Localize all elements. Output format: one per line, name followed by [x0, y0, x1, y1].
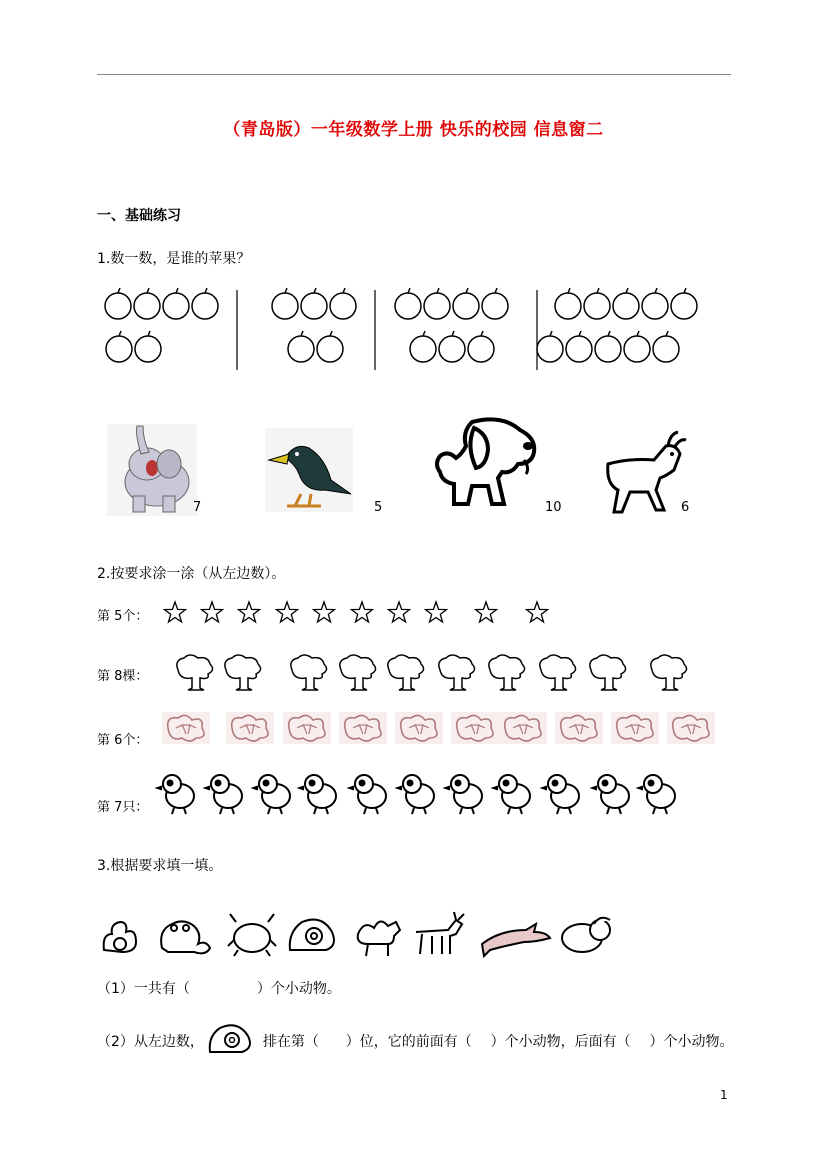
- flower-icon: [555, 712, 603, 744]
- apple-icon: [482, 288, 508, 319]
- apple-icon: [317, 331, 343, 362]
- q3-sub2-middle2: ）位，它的前面有（: [345, 1034, 472, 1050]
- q3-sub1-suffix: ）个小动物。: [256, 981, 341, 997]
- tree-icon: [439, 655, 475, 690]
- chick-icon: [298, 775, 336, 814]
- tree-icon: [291, 655, 327, 690]
- apple-icon: [395, 288, 421, 319]
- apple-icon: [566, 331, 592, 362]
- row-star-label: 第 5个：: [97, 609, 149, 624]
- sheep-icon: [562, 918, 610, 952]
- star-row: [0, 595, 827, 631]
- apple-icon: [135, 331, 161, 362]
- apple-icon: [671, 288, 697, 319]
- star-icon: [239, 602, 260, 622]
- q3-sub2-prefix: （2）从左边数，: [97, 1034, 204, 1050]
- camel-icon: [358, 921, 400, 956]
- apple-icon: [288, 331, 314, 362]
- q3-sub2-middle1: 排在第（: [262, 1034, 319, 1050]
- apple-icon: [106, 331, 132, 362]
- star-icon: [426, 602, 447, 622]
- dog-number: 10: [545, 500, 562, 515]
- chick-icon: [156, 775, 194, 814]
- apple-icon: [624, 331, 650, 362]
- chick-icon: [204, 775, 242, 814]
- apple-icon: [642, 288, 668, 319]
- flower-icon: [611, 712, 659, 744]
- tree-icon: [651, 655, 687, 690]
- apple-groups: [0, 0, 827, 400]
- chick-icon: [348, 775, 386, 814]
- apple-icon: [424, 288, 450, 319]
- elephant-number: 7: [193, 500, 202, 515]
- section-heading: 一、基础练习: [97, 208, 181, 224]
- q3-animal-row: [100, 910, 640, 958]
- chick-icon: [492, 775, 530, 814]
- star-icon: [352, 602, 373, 622]
- snail-icon: [208, 1018, 258, 1058]
- bird-icon: [265, 428, 353, 512]
- flower-icon: [451, 712, 499, 744]
- apple-icon: [105, 288, 131, 319]
- apple-icon: [468, 331, 494, 362]
- question-1-prompt: 1.数一数，是谁的苹果？: [97, 251, 251, 267]
- q3-sub2: [97, 1022, 734, 1062]
- dolphin-icon: [482, 924, 550, 956]
- apple-icon: [453, 288, 479, 319]
- chick-icon: [252, 775, 290, 814]
- bird-number: 5: [374, 500, 383, 515]
- tree-icon: [388, 655, 424, 690]
- chick-icon: [444, 775, 482, 814]
- apple-icon: [134, 288, 160, 319]
- tree-row: [0, 650, 827, 694]
- star-icon: [527, 602, 548, 622]
- chick-icon: [637, 775, 675, 814]
- apple-icon: [613, 288, 639, 319]
- star-icon: [165, 602, 186, 622]
- row-tree-label: 第 8棵：: [97, 669, 149, 684]
- apple-icon: [595, 331, 621, 362]
- dog-icon: [432, 416, 542, 512]
- frog-icon: [161, 921, 210, 953]
- row-chick-label: 第 7只：: [97, 800, 149, 815]
- star-icon: [389, 602, 410, 622]
- tree-icon: [590, 655, 626, 690]
- q3-sub2-middle3: ）个小动物，后面有（: [490, 1034, 631, 1050]
- elephant-icon: [107, 424, 197, 516]
- crab-icon: [228, 914, 276, 956]
- tree-icon: [489, 655, 525, 690]
- page-title: （青岛版）一年级数学上册 快乐的校园 信息窗二: [223, 120, 604, 140]
- flower-icon: [667, 712, 715, 744]
- flower-row: [0, 710, 827, 746]
- star-icon: [202, 602, 223, 622]
- flower-icon: [226, 712, 274, 744]
- tree-icon: [177, 655, 213, 690]
- apple-icon: [537, 331, 563, 362]
- q3-sub2-suffix: ）个小动物。: [649, 1034, 734, 1050]
- flower-icon: [339, 712, 387, 744]
- deer-icon: [416, 912, 464, 954]
- question-3-prompt: 3.根据要求填一填。: [97, 858, 223, 874]
- apple-icon: [330, 288, 356, 319]
- tree-icon: [540, 655, 576, 690]
- flower-icon: [499, 712, 547, 744]
- question-2-prompt: 2.按要求涂一涂（从左边数）。: [97, 566, 286, 582]
- apple-icon: [192, 288, 218, 319]
- apple-icon: [653, 331, 679, 362]
- apple-icon: [555, 288, 581, 319]
- chick-icon: [591, 775, 629, 814]
- apple-icon: [410, 331, 436, 362]
- flower-icon: [395, 712, 443, 744]
- q3-sub1-prefix: （1）一共有（: [97, 981, 190, 997]
- flower-icon: [283, 712, 331, 744]
- chick-icon: [541, 775, 579, 814]
- star-icon: [314, 602, 335, 622]
- apple-icon: [584, 288, 610, 319]
- duck-icon: [104, 922, 136, 952]
- flower-icon: [162, 712, 210, 744]
- tree-icon: [225, 655, 261, 690]
- goat-number: 6: [681, 500, 690, 515]
- q3-sub1: [97, 978, 341, 998]
- chick-row: [0, 768, 827, 814]
- apple-icon: [439, 331, 465, 362]
- tree-icon: [340, 655, 376, 690]
- row-flower-label: 第 6个：: [97, 733, 149, 748]
- apple-icon: [272, 288, 298, 319]
- star-icon: [277, 602, 298, 622]
- star-icon: [476, 602, 497, 622]
- chick-icon: [396, 775, 434, 814]
- page-number: 1: [720, 1088, 728, 1102]
- goat-icon: [600, 430, 686, 514]
- apple-icon: [163, 288, 189, 319]
- apple-icon: [301, 288, 327, 319]
- snail-icon: [290, 920, 334, 950]
